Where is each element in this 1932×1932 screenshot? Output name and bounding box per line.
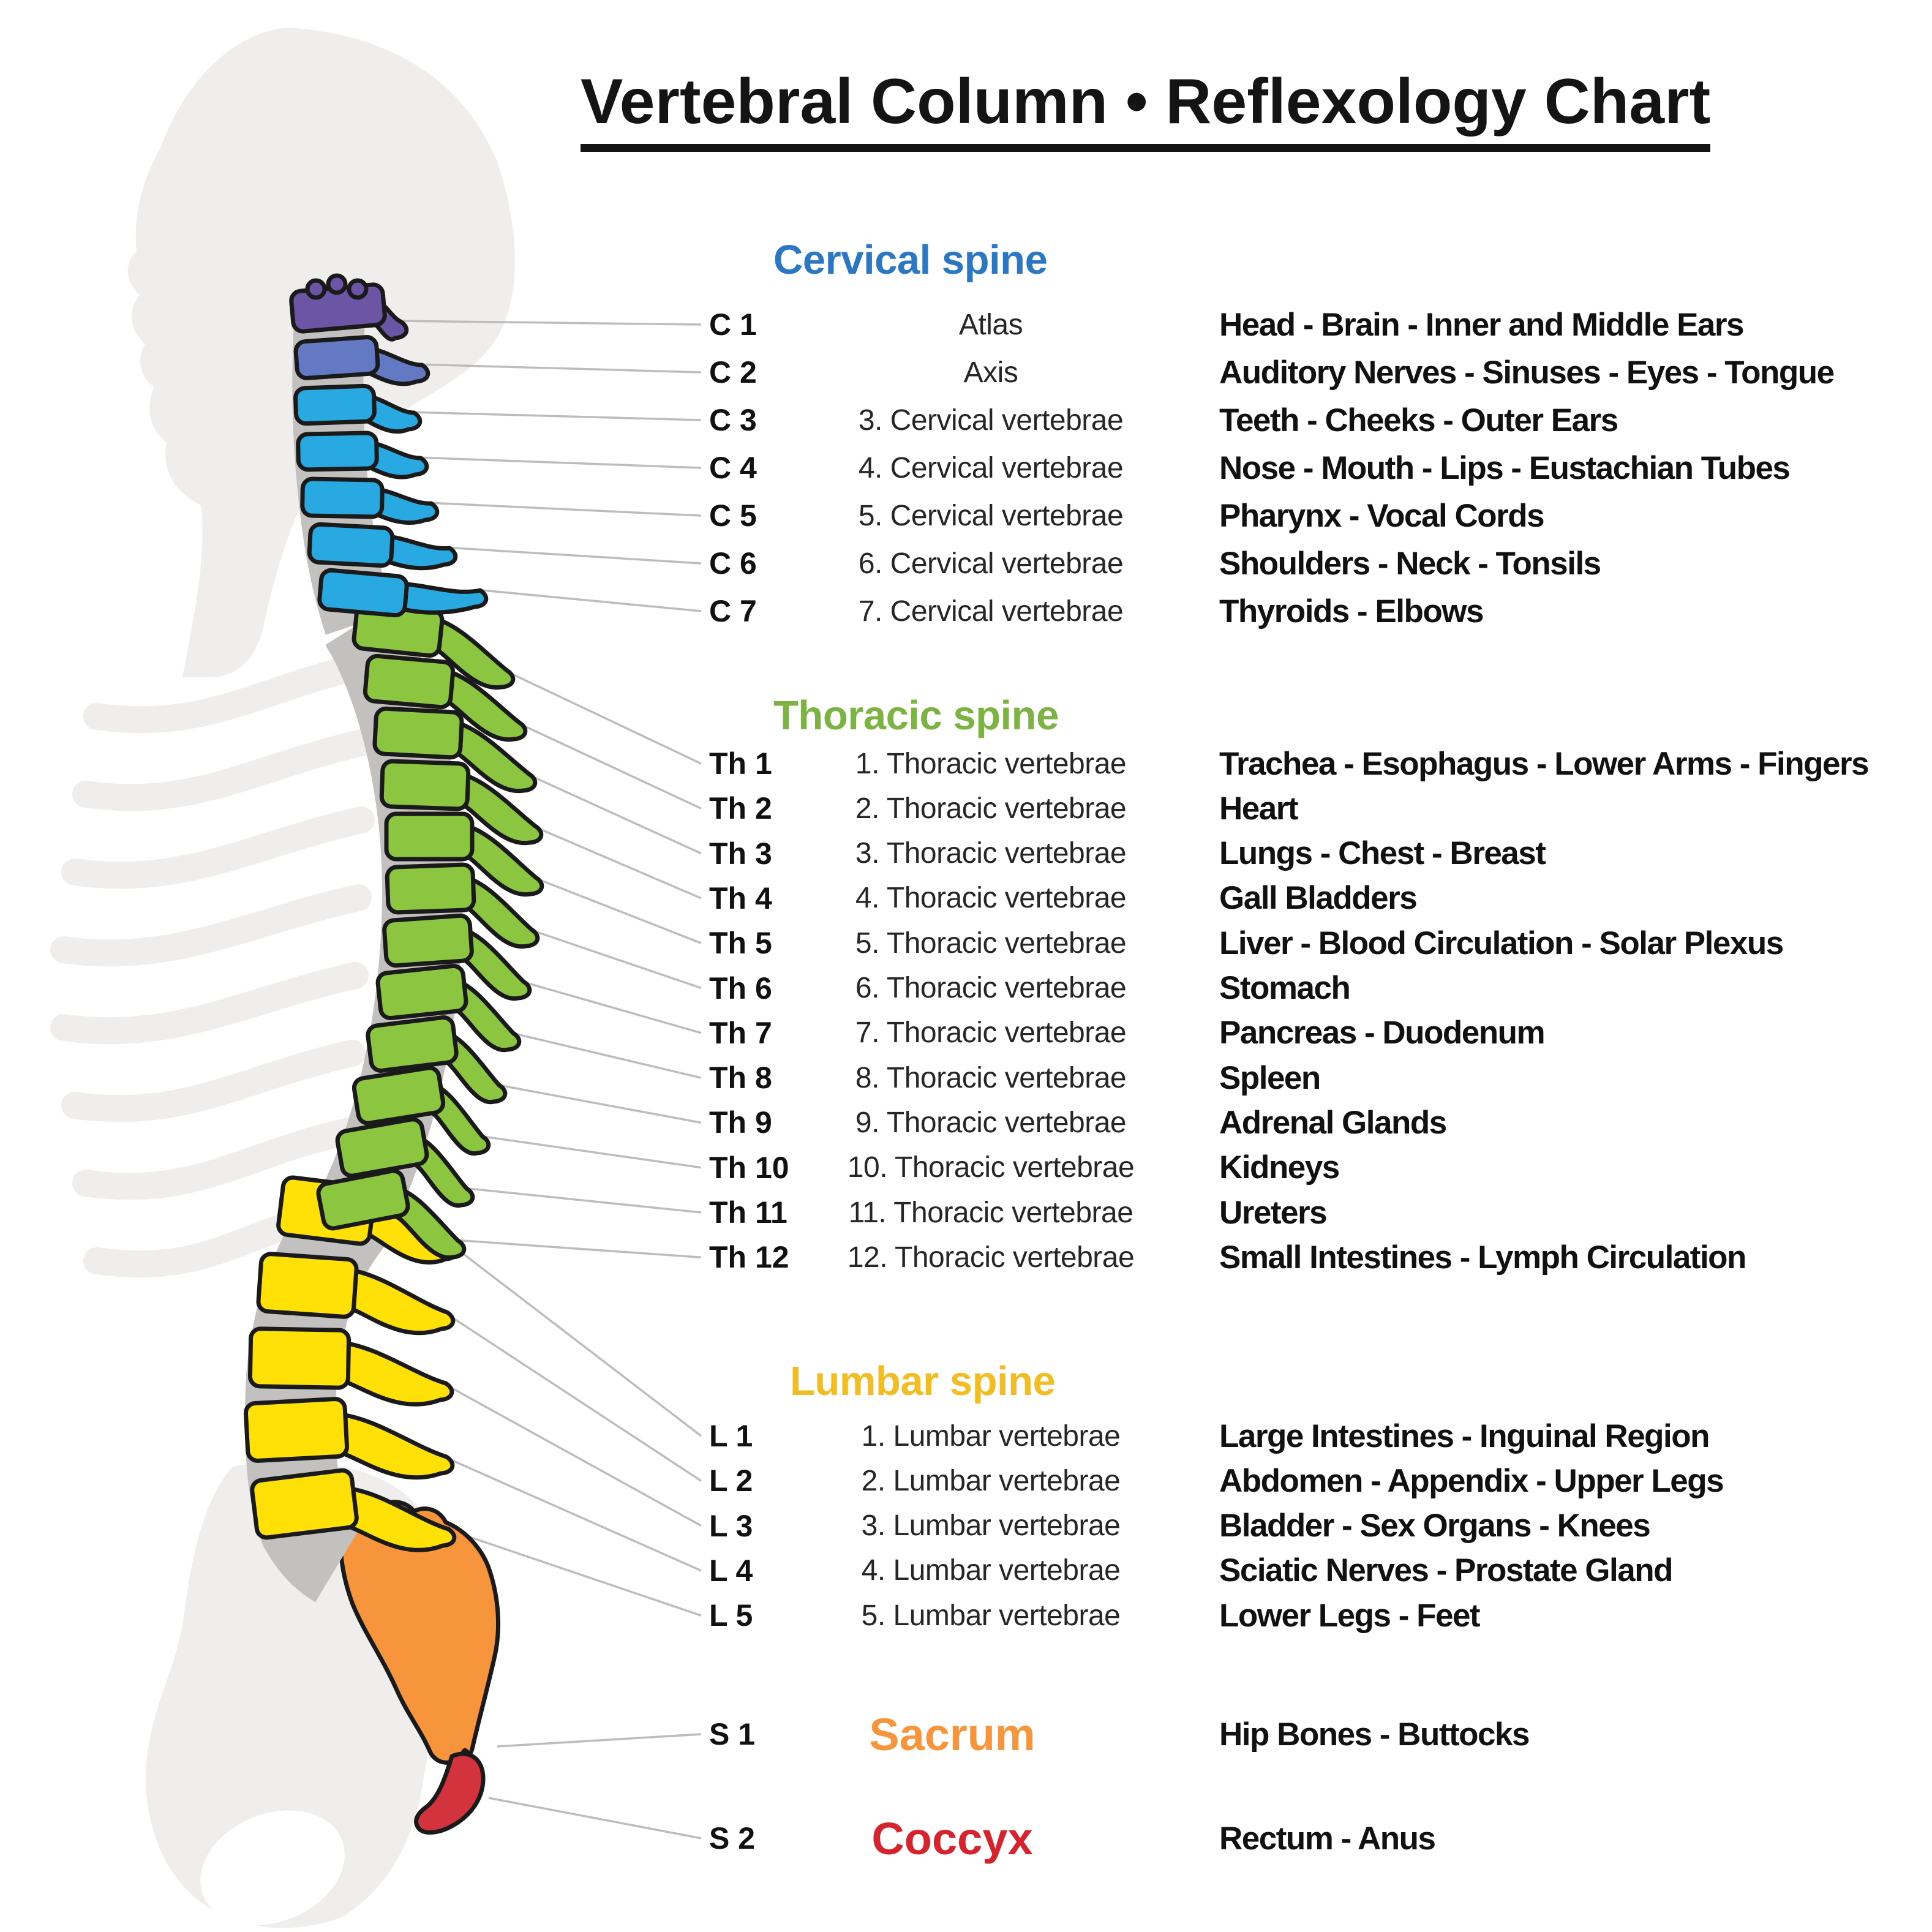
vertebra-code: Th 12 xyxy=(709,1240,789,1275)
vertebra-name: 3. Cervical vertebrae xyxy=(858,404,1124,437)
vertebra-name: 2. Thoracic vertebrae xyxy=(855,792,1127,825)
leader-line-th2 xyxy=(516,722,701,808)
vertebra-name: 10. Thoracic vertebrae xyxy=(847,1151,1135,1184)
section-label-coccyx: Coccyx xyxy=(871,1813,1033,1864)
vertebra-code: Th 6 xyxy=(709,971,772,1005)
vertebra-code: C 7 xyxy=(709,594,757,628)
leader-line-c6 xyxy=(446,547,701,563)
vertebra-code: Th 9 xyxy=(709,1105,772,1140)
vertebra-code: C 6 xyxy=(709,546,757,581)
vertebra-code: C 5 xyxy=(709,498,757,533)
reflex-areas: Adrenal Glands xyxy=(1219,1104,1446,1141)
leader-line-th6 xyxy=(528,929,701,988)
reflex-areas: Shoulders - Neck - Tonsils xyxy=(1219,545,1601,582)
section-header-cervical: Cervical spine xyxy=(773,236,1048,283)
rib-silhouette xyxy=(64,898,358,953)
reflex-areas: Trachea - Esophagus - Lower Arms - Fingers xyxy=(1219,745,1869,782)
vertebra-name: 6. Thoracic vertebrae xyxy=(855,972,1127,1004)
section-label-sacrum: Sacrum xyxy=(869,1708,1036,1760)
reflex-areas: Spleen xyxy=(1219,1059,1320,1096)
leader-line-th1 xyxy=(503,670,701,764)
vertebra-c6 xyxy=(309,524,455,568)
reflex-areas: Teeth - Cheeks - Outer Ears xyxy=(1219,402,1618,438)
section-header-thoracic: Thoracic spine xyxy=(773,692,1059,739)
vertebra-name: 11. Thoracic vertebrae xyxy=(848,1196,1133,1229)
leader-line-c7 xyxy=(476,590,701,611)
reflex-areas: Hip Bones - Buttocks xyxy=(1219,1716,1529,1753)
reflex-areas: Pancreas - Duodenum xyxy=(1219,1015,1545,1051)
vertebra-name: 7. Thoracic vertebrae xyxy=(855,1017,1127,1050)
reflex-areas: Rectum - Anus xyxy=(1219,1820,1435,1857)
vertebra-code: S 2 xyxy=(709,1821,756,1855)
leader-line-th12 xyxy=(454,1240,701,1257)
section-header-lumbar: Lumbar spine xyxy=(790,1358,1056,1404)
vertebra-code: C 1 xyxy=(709,307,757,342)
reflex-areas: Lower Legs - Feet xyxy=(1219,1597,1480,1634)
vertebra-name: 8. Thoracic vertebrae xyxy=(855,1061,1127,1094)
vertebra-name: 9. Thoracic vertebrae xyxy=(855,1106,1127,1139)
vertebra-name: Axis xyxy=(963,356,1018,389)
vertebra-c4 xyxy=(298,433,427,477)
reflex-areas: Nose - Mouth - Lips - Eustachian Tubes xyxy=(1219,449,1790,486)
leader-line-s2 xyxy=(489,1798,701,1838)
leader-line-th10 xyxy=(479,1136,701,1168)
rib-silhouette xyxy=(75,820,361,875)
vertebra-code: Th 2 xyxy=(709,791,772,826)
rib-silhouette xyxy=(64,975,355,1031)
reflex-areas: Bladder - Sex Organs - Knees xyxy=(1219,1508,1650,1544)
reflex-areas: Liver - Blood Circulation - Solar Plexus xyxy=(1219,925,1783,961)
vertebra-code: Th 1 xyxy=(709,746,772,781)
vertebra-code: S 1 xyxy=(709,1717,756,1751)
vertebra-c7 xyxy=(318,569,486,616)
reflex-areas: Abdomen - Appendix - Upper Legs xyxy=(1219,1462,1724,1499)
leader-line-c3 xyxy=(410,412,701,420)
reflex-areas: Pharynx - Vocal Cords xyxy=(1219,497,1544,534)
vertebra-code: C 3 xyxy=(709,403,757,437)
ribs-silhouette xyxy=(64,664,367,1264)
vertebra-code: Th 11 xyxy=(709,1195,787,1230)
vertebra-code: Th 7 xyxy=(709,1015,772,1050)
leader-line-th3 xyxy=(525,773,701,854)
reflex-areas: Gall Bladders xyxy=(1219,880,1417,917)
vertebra-code: L 2 xyxy=(709,1464,753,1498)
reflex-areas: Head - Brain - Inner and Middle Ears xyxy=(1219,306,1744,343)
vertebra-code: Th 8 xyxy=(709,1061,772,1096)
vertebra-code: Th 10 xyxy=(709,1150,789,1185)
rib-silhouette xyxy=(75,1053,352,1108)
vertebra-name: 4. Thoracic vertebrae xyxy=(855,882,1127,915)
leader-line-th8 xyxy=(509,1032,701,1078)
vertebra-name: 1. Lumbar vertebrae xyxy=(861,1419,1121,1453)
vertebra-name: 2. Lumbar vertebrae xyxy=(861,1464,1121,1497)
reflex-areas: Ureters xyxy=(1219,1194,1327,1231)
vertebra-name: 5. Lumbar vertebrae xyxy=(861,1599,1121,1632)
vertebra-code: L 4 xyxy=(709,1553,753,1588)
page-title: Vertebral Column • Reflexology Chart xyxy=(581,69,1710,152)
vertebra-name: 6. Cervical vertebrae xyxy=(858,547,1124,580)
vertebra-name: 3. Lumbar vertebrae xyxy=(861,1509,1121,1543)
reflex-areas: Kidneys xyxy=(1219,1149,1339,1186)
vertebra-code: C 4 xyxy=(709,451,757,485)
vertebra-name: 5. Thoracic vertebrae xyxy=(855,927,1127,960)
leader-line-th9 xyxy=(495,1084,701,1122)
vertebra-code: C 2 xyxy=(709,355,757,389)
vertebra-name: 3. Thoracic vertebrae xyxy=(855,837,1127,870)
rib-silhouette xyxy=(97,664,367,720)
reflex-areas: Large Intestines - Inguinal Region xyxy=(1219,1418,1710,1454)
vertebra-code: L 1 xyxy=(709,1419,753,1453)
reflex-areas: Sciatic Nerves - Prostate Gland xyxy=(1219,1552,1672,1589)
leader-line-c5 xyxy=(427,503,701,516)
vertebra-name: 1. Thoracic vertebrae xyxy=(855,747,1127,780)
rib-silhouette xyxy=(86,742,364,797)
vertebra-name: 5. Cervical vertebrae xyxy=(858,499,1124,532)
vertebra-code: Th 3 xyxy=(709,836,772,871)
reflex-areas: Lungs - Chest - Breast xyxy=(1219,835,1546,872)
vertebra-name: 7. Cervical vertebrae xyxy=(858,595,1124,628)
leader-line-s1 xyxy=(497,1734,701,1746)
vertebra-code: L 5 xyxy=(709,1598,753,1633)
vertebra-code: Th 4 xyxy=(709,881,772,915)
reflex-areas: Auditory Nerves - Sinuses - Eyes - Tongue xyxy=(1219,354,1834,391)
vertebra-code: L 3 xyxy=(709,1508,753,1543)
vertebra-name: 4. Lumbar vertebrae xyxy=(861,1554,1121,1587)
leader-line-th7 xyxy=(520,981,701,1033)
coccyx-bone xyxy=(416,1754,484,1832)
reflex-areas: Small Intestines - Lymph Circulation xyxy=(1219,1239,1746,1276)
vertebra-code: Th 5 xyxy=(709,926,772,961)
vertebra-c5 xyxy=(302,479,437,523)
reflex-areas: Stomach xyxy=(1219,970,1350,1006)
reflex-areas: Thyroids - Elbows xyxy=(1219,593,1483,630)
vertebra-name: 12. Thoracic vertebrae xyxy=(847,1241,1135,1274)
leader-line-c4 xyxy=(417,457,701,468)
leader-line-th11 xyxy=(463,1188,701,1212)
vertebra-name: 4. Cervical vertebrae xyxy=(858,451,1124,484)
vertebra-name: Atlas xyxy=(958,308,1023,341)
reflex-areas: Heart xyxy=(1219,790,1298,827)
